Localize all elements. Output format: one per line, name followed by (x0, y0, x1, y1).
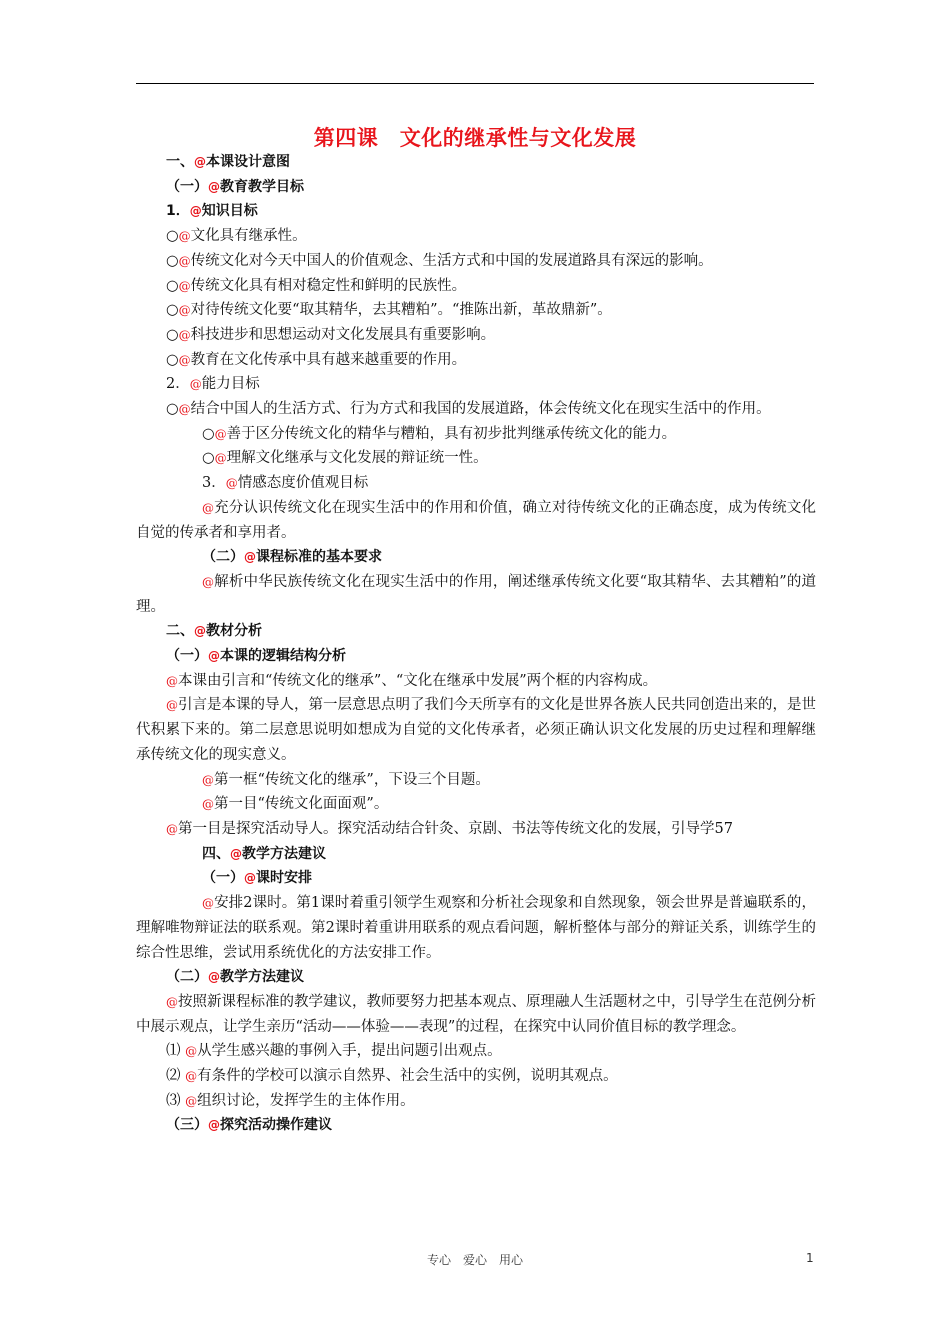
body-line (136, 891, 816, 965)
body-line (136, 224, 816, 249)
section-heading (136, 545, 816, 570)
line-text: 从学生感兴趣的事例入手，提出问题引出观点。 (197, 1043, 502, 1060)
line-prefix: ⑵ (166, 1068, 186, 1085)
body-line (136, 323, 816, 348)
line-text: 传统文化对今天中国人的价值观念、生活方式和中国的发展道路具有深远的影响。 (190, 252, 713, 269)
at-marker: @ (208, 970, 220, 985)
at-marker: @ (185, 1093, 198, 1108)
line-text: 传统文化具有相对稳定性和鲜明的民族性。 (190, 277, 467, 294)
body-line (136, 298, 816, 323)
line-prefix: ○ (202, 425, 215, 442)
at-marker: @ (244, 550, 256, 565)
line-prefix: ○ (166, 228, 179, 245)
body-line (136, 274, 816, 299)
section-heading (136, 1113, 816, 1138)
lesson-title: 第四课 文化的继承性与文化发展 (313, 126, 637, 150)
line-text: 善于区分传统文化的精华与糟粕，具有初步批判继承传统文化的能力。 (226, 425, 677, 442)
at-marker: @ (244, 871, 256, 886)
body-line (136, 570, 816, 619)
body-line (136, 1089, 816, 1114)
body-line (136, 348, 816, 373)
line-text: 教材分析 (206, 623, 262, 640)
line-text: 第一框“传统文化的继承”，下设三个目题。 (214, 771, 490, 788)
line-prefix: （一） (166, 648, 208, 665)
line-prefix: 四、 (202, 845, 230, 862)
header-rule (136, 83, 814, 84)
body-line (136, 249, 816, 274)
line-text: 能力目标 (201, 376, 260, 393)
section-heading (136, 175, 816, 200)
at-marker: @ (202, 500, 214, 515)
page-footer: 专心 爱心 用心 (426, 1253, 523, 1267)
at-marker: @ (214, 426, 227, 441)
line-prefix: 1． (166, 203, 190, 220)
line-text: 教学方法建议 (220, 969, 304, 986)
at-marker: @ (189, 204, 202, 219)
at-marker: @ (166, 673, 178, 688)
line-text: 按照新课程标准的教学建议，教师要努力把基本观点、原理融人生活题材之中，引导学生在范例分析中展示观点，让学生亲历“活动——体验——表现”的过程，在探究中认同价值目标的教学理念。 (136, 993, 816, 1035)
body-line (136, 792, 816, 817)
body-line (136, 768, 816, 793)
page-number: 1 (806, 1251, 814, 1265)
body-line (136, 422, 816, 447)
at-marker: @ (230, 846, 242, 861)
line-prefix: ○ (166, 252, 179, 269)
at-marker: @ (189, 377, 202, 392)
line-text: 有条件的学校可以演示自然界、社会生活中的实例，说明其观点。 (197, 1068, 618, 1085)
body-line (136, 397, 816, 422)
at-marker: @ (166, 821, 178, 836)
at-marker: @ (166, 698, 178, 713)
line-text: 科技进步和思想运动对文化发展具有重要影响。 (190, 326, 496, 343)
at-marker: @ (185, 1069, 198, 1084)
line-text: 解析中华民族传统文化在现实生活中的作用，阐述继承传统文化要“取其精华、去其糟粕”的道理。 (136, 573, 816, 615)
line-text: 教育在文化传承中具有越来越重要的作用。 (190, 351, 467, 368)
line-prefix: ○ (166, 326, 179, 343)
line-text: 教学方法建议 (242, 845, 326, 862)
at-marker: @ (202, 772, 214, 787)
line-prefix: 二、 (166, 623, 194, 640)
body-line (136, 693, 816, 767)
line-prefix: ○ (166, 302, 179, 319)
line-prefix: ○ (166, 351, 179, 368)
section-heading (136, 150, 816, 175)
at-marker: @ (178, 327, 191, 342)
line-text: 对待传统文化要“取其精华，去其糟粕”。“推陈出新，革故鼎新”。 (190, 302, 612, 319)
line-text: 情感态度价值观目标 (237, 475, 369, 492)
line-text: 课程标准的基本要求 (256, 549, 382, 566)
section-heading (136, 199, 816, 224)
line-text: 安排2课时。第1课时着重引领学生观察和分析社会现象和自然现象，领会世界是普遍联系的，理解唯物辩证法的联系观。第2课时着重讲用联系的观点看问题，解析整体与部分的辩证关系，训练学生的综合性思维，尝试用系统优化的方法安排工作。 (136, 895, 816, 961)
line-text: 组织讨论，发挥学生的主体作用。 (197, 1092, 415, 1109)
line-text: 本课设计意图 (206, 154, 290, 170)
line-text: 充分认识传统文化在现实生活中的作用和价值，确立对待传统文化的正确态度，成为传统文化自觉的传承者和享用者。 (136, 499, 816, 541)
line-prefix: 一、 (166, 154, 194, 170)
body-line (136, 669, 816, 694)
line-prefix: （一） (202, 870, 244, 887)
body-line (136, 990, 816, 1039)
line-text: 探究活动操作建议 (220, 1117, 332, 1134)
line-prefix: （三） (166, 1117, 208, 1134)
at-marker: @ (208, 1118, 220, 1133)
line-prefix: （一） (166, 178, 208, 195)
at-marker: @ (178, 253, 191, 268)
line-text: 结合中国人的生活方式、行为方式和我国的发展道路，体会传统文化在现实生活中的作用。 (190, 401, 771, 418)
at-marker: @ (178, 278, 191, 293)
line-prefix: ○ (202, 450, 215, 467)
body-line (136, 446, 816, 471)
at-marker: @ (202, 896, 214, 911)
line-prefix: 2． (166, 376, 190, 393)
line-prefix: 3． (202, 475, 226, 492)
line-prefix: ⑶ (166, 1092, 186, 1109)
at-marker: @ (202, 574, 214, 589)
line-text: 第一目是探究活动导人。探究活动结合针灸、京剧、书法等传统文化的发展，引导学57 (178, 820, 733, 837)
at-marker: @ (194, 624, 206, 639)
line-text: 理解文化继承与文化发展的辩证统一性。 (226, 450, 488, 467)
at-marker: @ (214, 451, 227, 466)
body-line (136, 1064, 816, 1089)
body-line (136, 372, 816, 397)
line-prefix: ○ (166, 277, 179, 294)
body-line (136, 496, 816, 545)
document-body (136, 150, 816, 1138)
line-text: 知识目标 (201, 203, 258, 220)
line-text: 引言是本课的导人，第一层意思点明了我们今天所享有的文化是世界各族人民共同创造出来的，是世代积累下来的。第二层意思说明如想成为自觉的文化传承者，必须正确认识文化发展的历史过程和理解继承传统文化的现实意义。 (136, 697, 816, 763)
at-marker: @ (202, 797, 214, 812)
body-line (136, 817, 816, 842)
line-text: 本课由引言和“传统文化的继承”、“文化在继承中发展”两个框的内容构成。 (178, 672, 658, 689)
section-heading (136, 619, 816, 644)
line-text: 文化具有继承性。 (190, 228, 307, 245)
line-text: 教育教学目标 (220, 178, 304, 195)
line-text: 本课的逻辑结构分析 (220, 648, 346, 665)
at-marker: @ (178, 229, 191, 244)
body-line (136, 471, 816, 496)
section-heading (136, 842, 816, 867)
at-marker: @ (208, 179, 220, 194)
at-marker: @ (194, 155, 206, 169)
line-prefix: （二） (202, 549, 244, 566)
at-marker: @ (178, 402, 191, 417)
at-marker: @ (185, 1044, 198, 1059)
section-heading (136, 965, 816, 990)
line-prefix: ○ (166, 401, 179, 418)
at-marker: @ (178, 303, 191, 318)
section-heading (136, 866, 816, 891)
at-marker: @ (166, 994, 178, 1009)
body-line (136, 1039, 816, 1064)
at-marker: @ (208, 649, 220, 664)
section-heading (136, 644, 816, 669)
at-marker: @ (225, 476, 238, 491)
line-text: 第一目“传统文化面面观”。 (214, 796, 389, 813)
line-prefix: （二） (166, 969, 208, 986)
at-marker: @ (178, 352, 191, 367)
line-text: 课时安排 (256, 870, 312, 887)
line-prefix: ⑴ (166, 1043, 186, 1060)
